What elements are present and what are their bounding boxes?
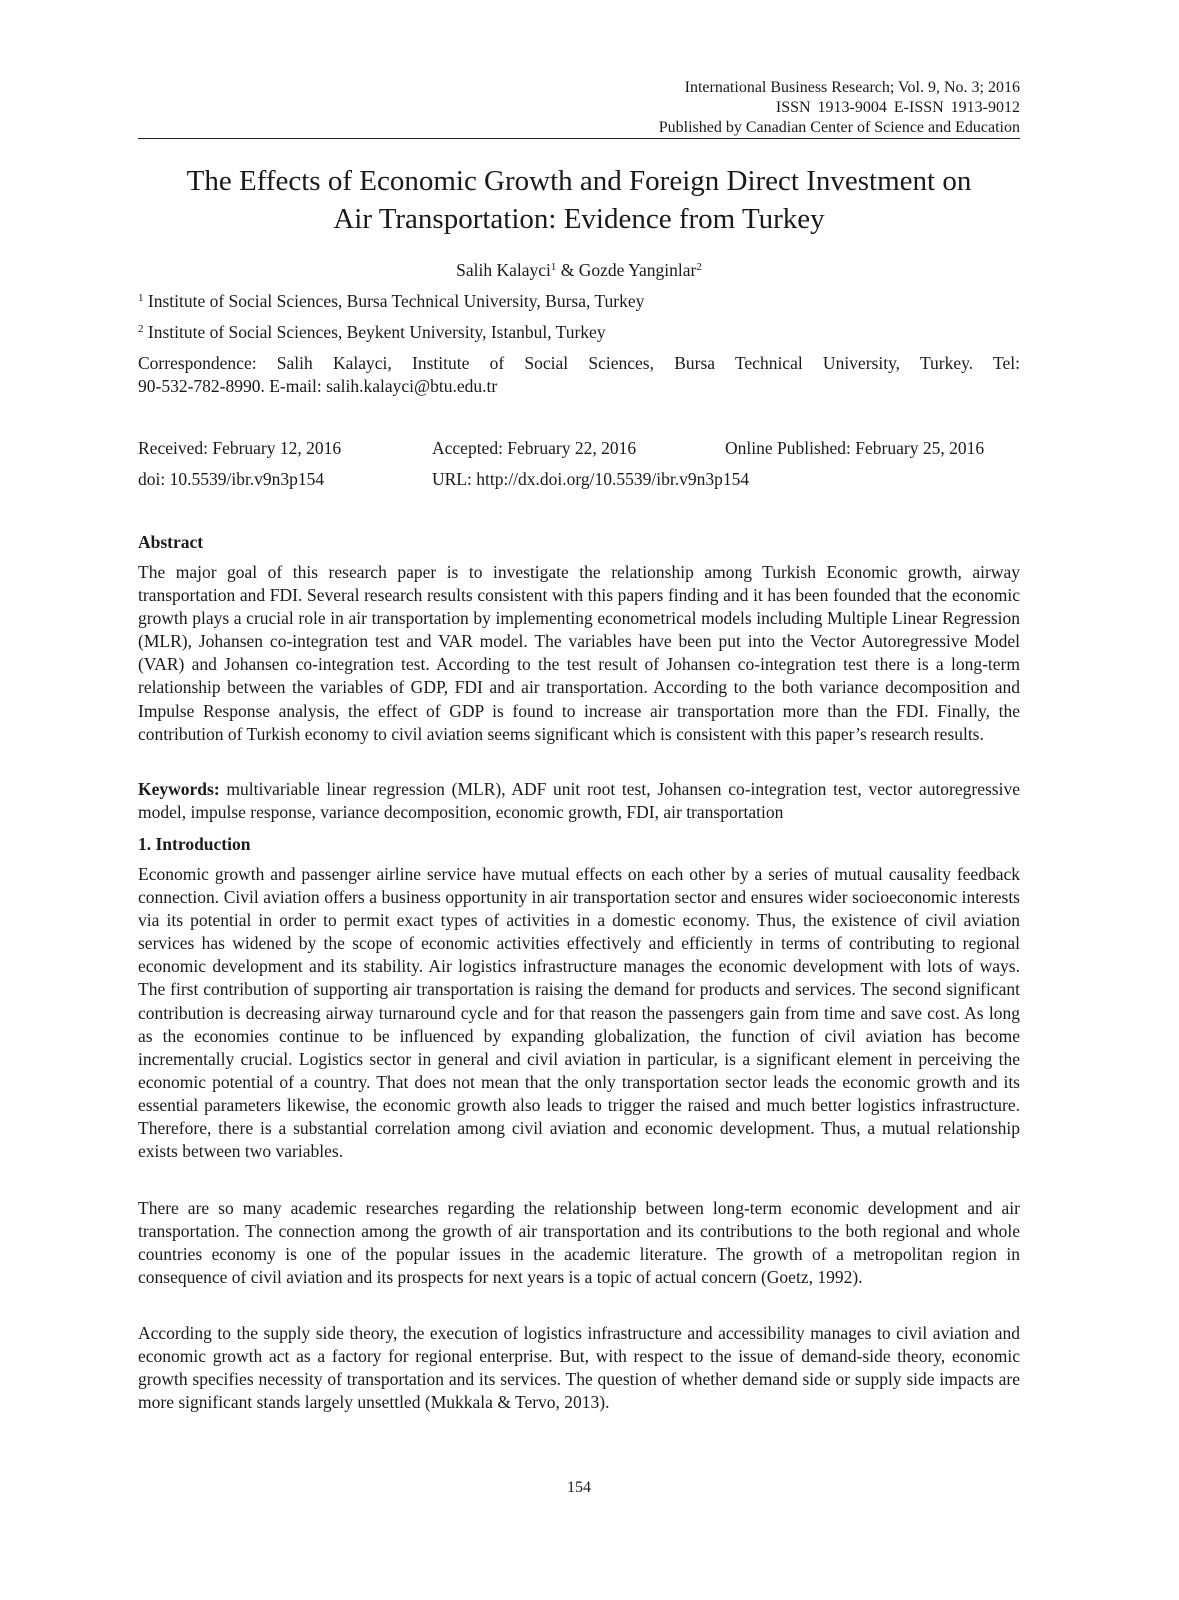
journal-line: International Business Research; Vol. 9, No. 3; 2016	[684, 79, 1020, 96]
dates-row	[138, 437, 1020, 459]
correspondence-line-1: Correspondence: Salih Kalayci, Institute of Social Sciences, Bursa Technical University, Turkey. Tel:	[138, 353, 1020, 373]
accepted-date: Accepted: February 22, 2016	[432, 438, 637, 458]
author-connector: &	[556, 260, 579, 280]
affiliation-number: 2	[138, 323, 144, 335]
paper-title	[138, 162, 1020, 238]
title-line-2: Air Transportation: Evidence from Turkey	[333, 203, 825, 235]
affiliation-text: Institute of Social Sciences, Beykent University, Istanbul, Turkey	[143, 322, 606, 342]
author-list	[138, 259, 1020, 281]
affiliation-marker: 2	[696, 261, 702, 273]
intro-paragraph-3: According to the supply side theory, the execution of logistics infrastructure and accessibility manages to civil aviation and economic growth act as a factory for regional enterprise. But, with respect to the issue of demand-side theory, economic growth specifies necessity of transportation and its services. The question of whether demand side or supply side impacts are more significant stands largely unsettled (Mukkala & Tervo, 2013).	[138, 1323, 1020, 1413]
author-name: Salih Kalayci	[456, 260, 551, 280]
intro-paragraph-2: There are so many academic researches regarding the relationship between long-term economic development and air transportation. The connection among the growth of air transportation and its contributions to the both regional and whole countries economy is one of the popular issues in the academic literature. The growth of a metropolitan region in consequence of civil aviation and its prospects for next years is a topic of actual concern (Goetz, 1992).	[138, 1198, 1020, 1288]
doi-text: doi: 10.5539/ibr.v9n3p154	[138, 469, 325, 489]
introduction-heading: 1. Introduction	[138, 834, 251, 854]
issn-line: ISSN 1913-9004 E-ISSN 1913-9012	[775, 99, 1020, 116]
intro-paragraph-1: Economic growth and passenger airline service have mutual effects on each other by a series of mutual causality feedback connection. Civil aviation offers a business opportunity in air transportation sector and ensures wider socioeconomic interests via its potential in order to permit exact types of activities in a domestic economy. Thus, the existence of civil aviation services has widened by the scope of economic activities effectively and efficiently in terms of contributing to regional economic development and its stability. Air logistics infrastructure manages the economic development with lots of ways. The first contribution of supporting air transportation is raising the demand for products and services. The second significant contribution is decreasing airway turnaround cycle and for that reason the passengers gain from time and save cost. As long as the economies continue to be influenced by expanding globalization, the function of civil aviation has become incrementally crucial. Logistics sector in general and civil aviation in particular, is a significant element in perceiving the economic potential of a country. That does not mean that the only transportation sector leads the economic growth and its essential parameters likewise, the economic growth also leads to trigger the raised and much better logistics infrastructure. Therefore, there is a substantial correlation among civil aviation and economic development. Thus, a mutual relationship exists between two variables.	[138, 864, 1020, 1162]
affiliation-text: Institute of Social Sciences, Bursa Technical University, Bursa, Turkey	[143, 291, 645, 311]
keywords	[138, 778, 1020, 824]
keywords-text: multivariable linear regression (MLR), ADF unit root test, Johansen co-integration test, vector autoregressive model, impulse response, variance decomposition, economic growth, FDI, air transportation	[138, 779, 1020, 823]
doi-url: URL: http://dx.doi.org/10.5539/ibr.v9n3p154	[432, 469, 750, 489]
correspondence-line-2: 90-532-782-8990. E-mail: salih.kalayci@btu.edu.tr	[138, 376, 498, 396]
affiliation	[138, 321, 1020, 343]
published-date: Online Published: February 25, 2016	[725, 438, 985, 458]
publisher-line: Published by Canadian Center of Science and Education	[658, 119, 1020, 136]
doi-row	[138, 468, 1020, 490]
received-date: Received: February 12, 2016	[138, 438, 342, 458]
abstract-heading: Abstract	[138, 532, 204, 552]
affiliation	[138, 290, 1020, 312]
affiliation-number: 1	[138, 292, 144, 304]
page-number: 154	[567, 1479, 591, 1496]
keywords-label: Keywords:	[138, 779, 220, 799]
affiliation-marker: 1	[550, 261, 557, 273]
author-name: Gozde Yanginlar	[578, 260, 697, 280]
abstract-text: The major goal of this research paper is to investigate the relationship among Turkish Economic growth, airway transportation and FDI. Several research results consistent with this papers finding and it has been founded that the economic growth plays a crucial role in air transportation by implementing econometrical models including Multiple Linear Regression (MLR), Johansen co-integration test and VAR model. The variables have been put into the Vector Autoregressive Model (VAR) and Johansen co-integration test. According to the test result of Johansen co-integration test there is a long-term relationship between the variables of GDP, FDI and air transportation. According to the both variance decomposition and Impulse Response analysis, the effect of GDP is found to increase air transportation more than the FDI. Finally, the contribution of Turkish economy to civil aviation seems significant which is consistent with this paper’s research results.	[138, 562, 1020, 744]
header-rule	[138, 138, 1020, 139]
title-line-1: The Effects of Economic Growth and Foreign Direct Investment on	[186, 165, 972, 197]
